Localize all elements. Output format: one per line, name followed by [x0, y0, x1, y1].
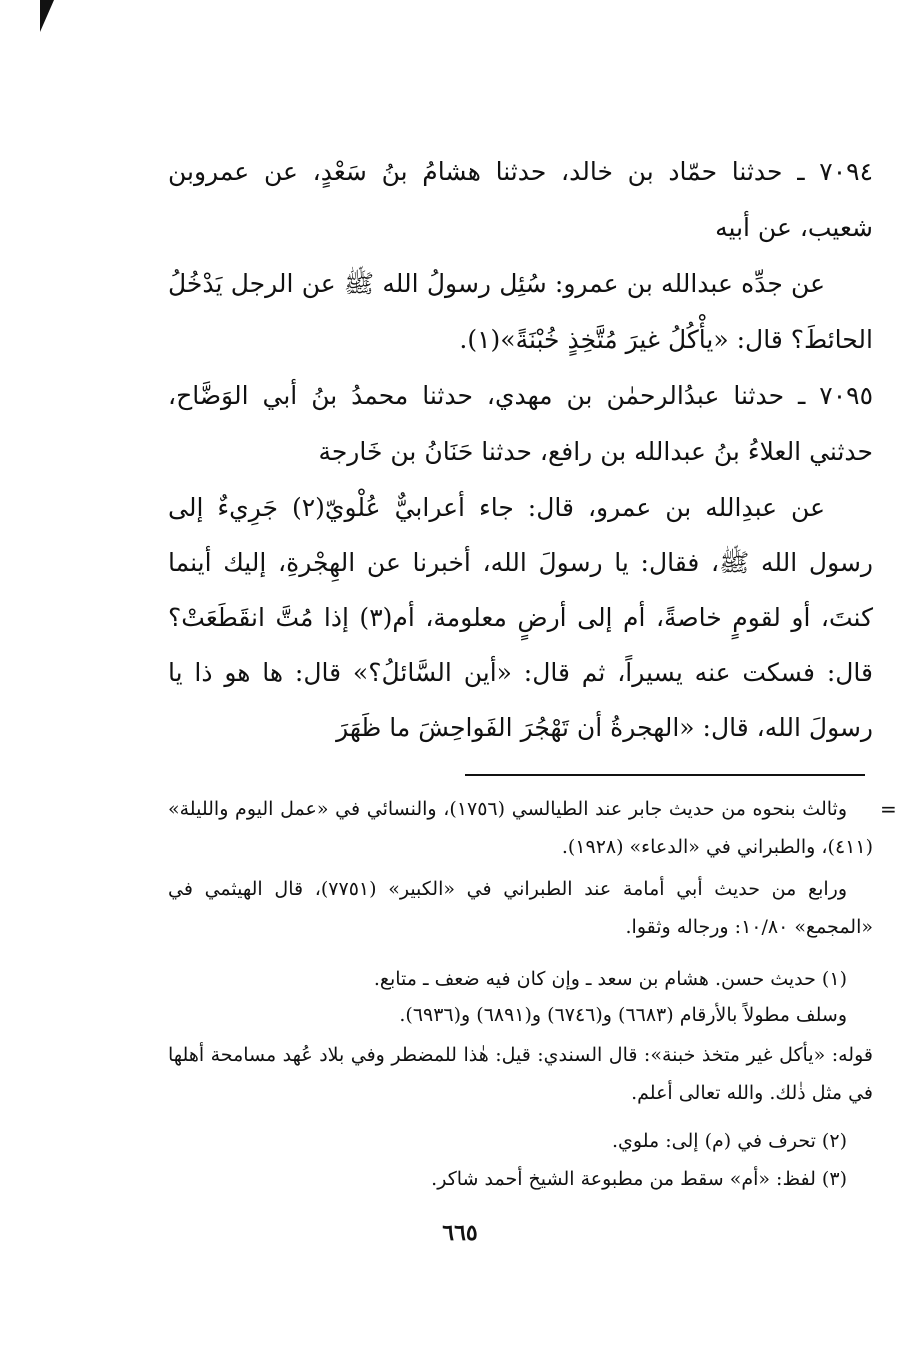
footnote-continuation-mark: = [880, 797, 897, 821]
footnote-3: (٣) لفظ: «أم» سقط من مطبوعة الشيخ أحمد شاكر. [431, 1168, 847, 1190]
hadith-7095-matn: عن عبدِالله بن عمرو، قال: جاء أعرابيٌّ عُلْويّ(٢) جَرِيءٌ إلى رسول الله ﷺ، فقال: يا رسولَ الله، أخبرنا عن الهِجْرةِ، إليك أينما كنتَ، أو لقومٍ خاصةً، أم إلى أرضٍ معلومة، أم(٣) إذا مُتَّ انقَطَعَتْ؟ قال: فسكت عنه يسيراً، ثم قال: «أين السَّائلُ؟» قال: ها هو ذا يا رسولَ الله، قال: «الهجرةُ أن تَهْجُرَ الفَواحِشَ ما ظَهَرَ [168, 493, 873, 742]
hadith-7094-isnad: ٧٠٩٤ ـ حدثنا حمّاد بن خالد، حدثنا هشامُ بنُ سَعْدٍ، عن عمروبن شعيب، عن أبيه [168, 157, 873, 242]
page-number: ٦٦٥ [442, 1220, 478, 1246]
footnote-continued-2: ورابع من حديث أبي أمامة عند الطبراني في «الكبير» (٧٧٥١)، قال الهيثمي في «المجمع» ١٠/٨٠: ورجاله وثقوا. [168, 878, 873, 938]
footnote-separator [465, 774, 865, 776]
footnote-2: (٢) تحرف في (م) إلى: ملوي. [612, 1130, 847, 1152]
footnote-1: (١) حديث حسن. هشام بن سعد ـ وإن كان فيه ضعف ـ متابع. [373, 968, 847, 990]
footnote-1-cross-reference: وسلف مطولاً بالأرقام (٦٦٨٣) و(٦٧٤٦) و(٦٨٩١) و(٦٩٣٦). [399, 1004, 847, 1026]
hadith-7094-matn: عن جدِّه عبدالله بن عمرو: سُئِل رسولُ الله ﷺ عن الرجل يَدْخُلُ الحائطَ؟ قال: «يأْكُلُ غيرَ مُتَّخِذٍ خُبْنَةً»(١). [168, 269, 873, 354]
footnote-continued-1: وثالث بنحوه من حديث جابر عند الطيالسي (١٧٥٦)، والنسائي في «عمل اليوم والليلة» (٤١١)، والطبراني في «الدعاء» (١٩٢٨). [168, 798, 873, 858]
footnote-1-commentary: قوله: «يأكل غير متخذ خبنة»: قال السندي: قيل: هٰذا للمضطر وفي بلاد عُهد مسامحة أهلها في مثل ذٰلك. والله تعالى أعلم. [168, 1044, 873, 1104]
hadith-7095-isnad: ٧٠٩٥ ـ حدثنا عبدُالرحمٰن بن مهدي، حدثنا محمدُ بنُ أبي الوَضَّاح، حدثني العلاءُ بنُ عبدالله بن رافع، حدثنا حَنَانُ بن خَارجة [168, 381, 873, 466]
corner-crop-mark [40, 0, 54, 32]
